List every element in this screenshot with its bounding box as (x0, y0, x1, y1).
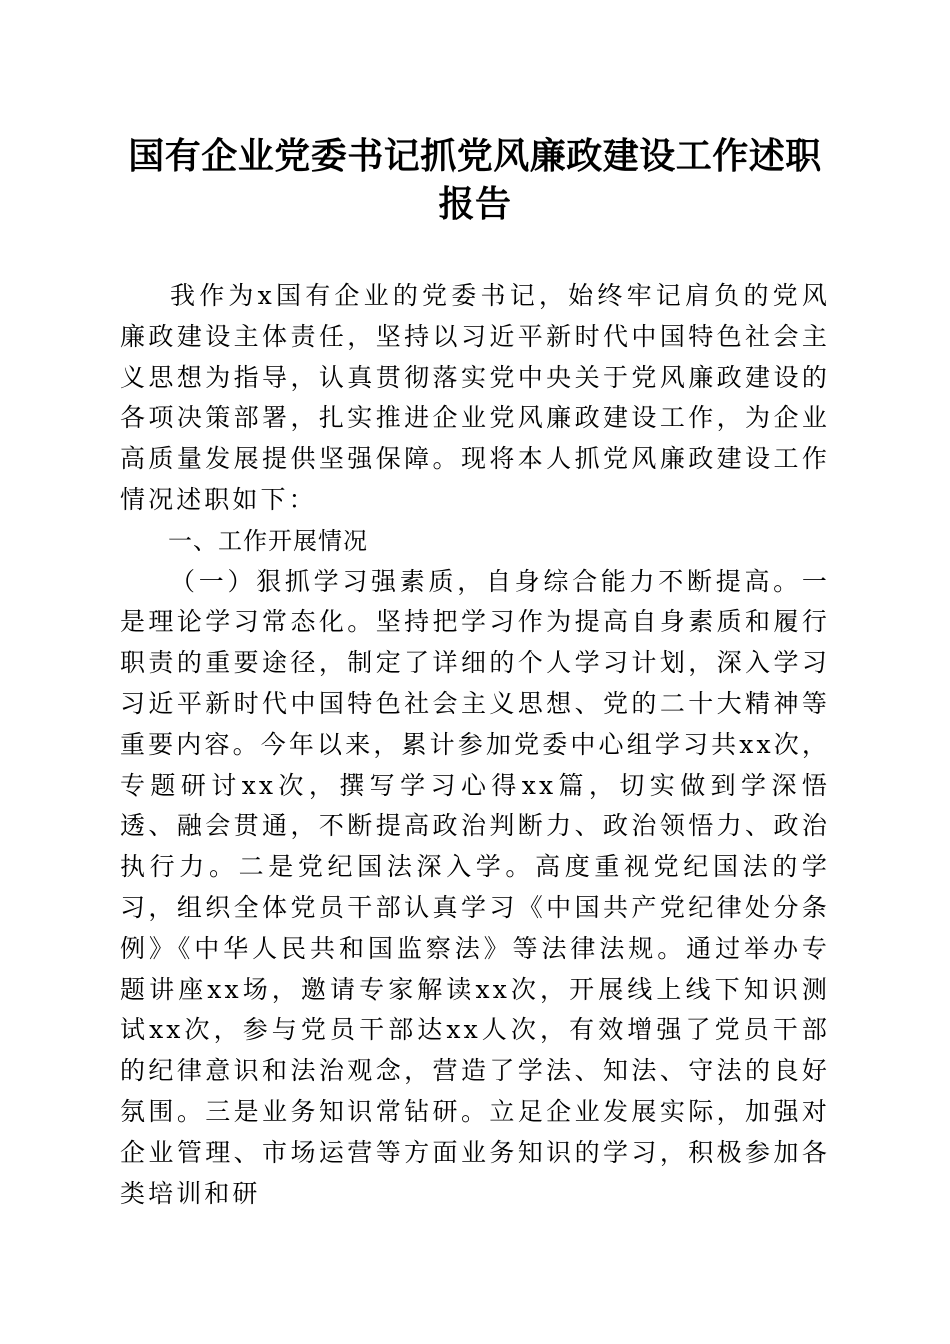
document-body (120, 276, 830, 1214)
section-paragraph: （一）狠抓学习强素质，自身综合能力不断提高。一是理论学习常态化。坚持把学习作为提高自身素质和履行职责的重要途径，制定了详细的个人学习计划，深入学习习近平新时代中国特色社会主义思想、党的二十大精神等重要内容。今年以来，累计参加党委中心组学习共xx次，专题研讨xx次，撰写学习心得xx篇，切实做到学深悟透、融会贯通，不断提高政治判断力、政治领悟力、政治执行力。二是党纪国法深入学。高度重视党纪国法的学习，组织全体党员干部认真学习《中国共产党纪律处分条例》《中华人民共和国监察法》等法律法规。通过举办专题讲座xx场，邀请专家解读xx次，开展线上线下知识测试xx次，参与党员干部达xx人次，有效增强了党员干部的纪律意识和法治观念，营造了学法、知法、守法的良好氛围。三是业务知识常钻研。立足企业发展实际，加强对企业管理、市场运营等方面业务知识的学习，积极参加各类培训和研 (120, 566, 830, 1208)
document-title: 国有企业党委书记抓党风廉政建设工作述职报告 (128, 135, 822, 225)
intro-paragraph: 我作为x国有企业的党委书记，始终牢记肩负的党风廉政建设主体责任，坚持以习近平新时代中国特色社会主义思想为指导，认真贯彻落实党中央关于党风廉政建设的各项决策部署，扎实推进企业党风廉政建设工作，为企业高质量发展提供坚强保障。现将本人抓党风廉政建设工作情况述职如下： (120, 281, 830, 514)
section-heading: 一、工作开展情况 (168, 526, 368, 555)
